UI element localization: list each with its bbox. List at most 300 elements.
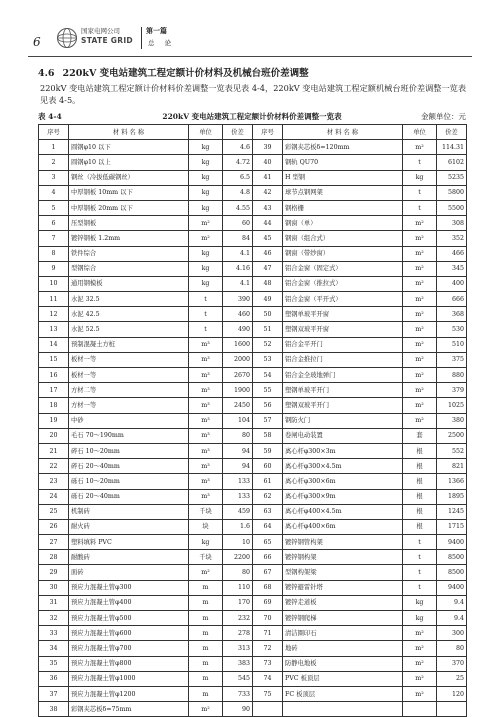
seq-cell: 40 xyxy=(253,155,283,170)
material-name-cell: 镀锌钢板 1.2mm xyxy=(69,231,189,246)
column-header: 单位 xyxy=(189,125,223,140)
material-name-cell: 预制混凝土方桩 xyxy=(69,337,189,352)
seq-cell: 71 xyxy=(253,626,283,641)
seq-cell: 17 xyxy=(39,383,69,398)
price-diff-cell: 110 xyxy=(223,580,253,595)
seq-cell: 27 xyxy=(39,535,69,550)
seq-cell: 25 xyxy=(39,504,69,519)
seq-cell: 34 xyxy=(39,641,69,656)
seq-cell: 44 xyxy=(253,216,283,231)
material-name-cell: 清洁圈印石 xyxy=(283,626,403,641)
price-diff-cell: 80 xyxy=(437,641,467,656)
unit-cell: 根 xyxy=(403,504,437,519)
organization-name xyxy=(81,27,133,46)
price-diff-cell: 9.4 xyxy=(437,611,467,626)
unit-cell: m² xyxy=(403,352,437,367)
org-name-en: STATE GRID xyxy=(81,36,133,45)
price-diff-cell: 133 xyxy=(223,489,253,504)
material-name-cell: FC 板顶层 xyxy=(283,686,403,701)
seq-cell: 42 xyxy=(253,185,283,200)
seq-cell: 13 xyxy=(39,322,69,337)
unit-cell: m² xyxy=(403,322,437,337)
price-diff-cell: 94 xyxy=(223,459,253,474)
seq-cell: 18 xyxy=(39,398,69,413)
material-name-cell: 塑钢单玻平开门 xyxy=(283,383,403,398)
unit-cell: t xyxy=(189,307,223,322)
unit-cell: m³ xyxy=(189,474,223,489)
seq-cell: 23 xyxy=(39,474,69,489)
table-row xyxy=(39,656,467,671)
seq-cell: 29 xyxy=(39,565,69,580)
price-diff-cell: 880 xyxy=(437,368,467,383)
seq-cell: 69 xyxy=(253,595,283,610)
seq-cell: 37 xyxy=(39,686,69,701)
material-name-cell: 离心杆φ400×4.5m xyxy=(283,504,403,519)
unit-cell: m³ xyxy=(189,383,223,398)
material-name-cell: 钢防火门 xyxy=(283,413,403,428)
price-diff-cell: 114.31 xyxy=(437,140,467,155)
price-diff-cell: 1245 xyxy=(437,504,467,519)
unit-cell: kg xyxy=(189,185,223,200)
price-diff-cell: 545 xyxy=(223,671,253,686)
table-row xyxy=(39,626,467,641)
unit-cell: kg xyxy=(189,155,223,170)
unit-cell: m² xyxy=(403,398,437,413)
unit-cell: m² xyxy=(189,565,223,580)
unit-cell: m xyxy=(189,641,223,656)
price-diff-cell: 530 xyxy=(437,322,467,337)
price-diff-cell: 466 xyxy=(437,246,467,261)
price-diff-cell: 4.6 xyxy=(223,140,253,155)
seq-cell: 3 xyxy=(39,170,69,185)
price-diff-cell: 1600 xyxy=(223,337,253,352)
table-row xyxy=(39,428,467,443)
material-name-cell: 碎石 10～20mm xyxy=(69,443,189,458)
price-diff-cell: 300 xyxy=(437,626,467,641)
seq-cell: 52 xyxy=(253,337,283,352)
unit-cell: kg xyxy=(189,246,223,261)
material-name-cell: 预应力混凝土管φ800 xyxy=(69,656,189,671)
section-number: 4.6 xyxy=(38,68,55,79)
unit-cell: t xyxy=(403,155,437,170)
seq-cell: 31 xyxy=(39,595,69,610)
price-diff-cell: 375 xyxy=(437,352,467,367)
unit-cell: m³ xyxy=(189,459,223,474)
material-name-cell: 铁件综合 xyxy=(69,246,189,261)
section-heading xyxy=(38,65,309,79)
price-diff-cell: 552 xyxy=(437,443,467,458)
table-row xyxy=(39,580,467,595)
unit-cell: m xyxy=(189,686,223,701)
seq-cell: 2 xyxy=(39,155,69,170)
unit-cell: 根 xyxy=(403,459,437,474)
header-divider xyxy=(141,27,142,49)
seq-cell: 4 xyxy=(39,185,69,200)
price-diff-cell: 459 xyxy=(223,504,253,519)
seq-cell: 36 xyxy=(39,671,69,686)
price-diff-cell: 9.4 xyxy=(437,595,467,610)
price-diff-cell: 2670 xyxy=(223,368,253,383)
seq-cell: 68 xyxy=(253,580,283,595)
material-name-cell: 水泥 42.5 xyxy=(69,307,189,322)
price-diff-cell: 1366 xyxy=(437,474,467,489)
seq-cell: 35 xyxy=(39,656,69,671)
table-row xyxy=(39,352,467,367)
seq-cell: 33 xyxy=(39,626,69,641)
unit-cell: m² xyxy=(189,702,223,717)
unit-cell: 根 xyxy=(403,519,437,534)
material-name-cell: H 型钢 xyxy=(283,170,403,185)
material-name-cell: 碎石 20～40mm xyxy=(69,459,189,474)
unit-cell: kg xyxy=(189,535,223,550)
table-row xyxy=(39,231,467,246)
price-diff-cell: 10 xyxy=(223,535,253,550)
unit-cell: t xyxy=(403,535,437,550)
table-row xyxy=(39,155,467,170)
unit-cell: t xyxy=(189,322,223,337)
seq-cell xyxy=(253,702,283,717)
price-diff-cell: 6.5 xyxy=(223,170,253,185)
material-name-cell: 地砖 xyxy=(283,641,403,656)
table-row xyxy=(39,474,467,489)
unit-cell: kg xyxy=(403,611,437,626)
table-unit-note: 金额单位：元 xyxy=(421,112,466,121)
seq-cell: 49 xyxy=(253,292,283,307)
material-name-cell: 砾石 20～40mm xyxy=(69,489,189,504)
seq-cell: 50 xyxy=(253,307,283,322)
price-diff-cell: 4.55 xyxy=(223,200,253,215)
material-name-cell: 铝合金全玻地弹门 xyxy=(283,368,403,383)
material-name-cell: 砾石 10～20mm xyxy=(69,474,189,489)
price-diff-cell: 370 xyxy=(437,656,467,671)
price-diff-cell: 120 xyxy=(437,686,467,701)
price-diff-cell: 1715 xyxy=(437,519,467,534)
material-name-cell: 防静电地板 xyxy=(283,656,403,671)
material-name-cell: 铝合金窗（固定式） xyxy=(283,261,403,276)
price-diff-cell: 352 xyxy=(437,231,467,246)
table-number: 表 4-4 xyxy=(38,112,62,121)
unit-cell: m³ xyxy=(189,352,223,367)
unit-cell: t xyxy=(403,200,437,215)
unit-cell: 套 xyxy=(403,428,437,443)
price-diff-cell: 4.16 xyxy=(223,261,253,276)
state-grid-logo-icon xyxy=(56,27,78,49)
material-name-cell: 镀锌钢爬梯 xyxy=(283,611,403,626)
price-diff-cell: 4.1 xyxy=(223,246,253,261)
unit-cell: m² xyxy=(403,276,437,291)
table-title: 220kV 变电站建筑工程定额计价材料价差调整一览表 xyxy=(162,112,342,121)
material-name-cell: 耐火砖 xyxy=(69,519,189,534)
unit-cell: 千块 xyxy=(189,504,223,519)
page-header xyxy=(28,23,472,57)
price-diff-cell: 170 xyxy=(223,595,253,610)
table-row xyxy=(39,261,467,276)
table-row xyxy=(39,368,467,383)
price-diff-cell: 60 xyxy=(223,216,253,231)
table-row xyxy=(39,185,467,200)
price-diff-cell: 1900 xyxy=(223,383,253,398)
table-row xyxy=(39,216,467,231)
price-diff-cell: 133 xyxy=(223,474,253,489)
seq-cell: 63 xyxy=(253,504,283,519)
material-name-cell: 水泥 32.5 xyxy=(69,292,189,307)
unit-cell: m² xyxy=(403,292,437,307)
price-diff-cell: 733 xyxy=(223,686,253,701)
material-name-cell: 方材二等 xyxy=(69,383,189,398)
material-name-cell: 中砂 xyxy=(69,413,189,428)
price-difference-table xyxy=(38,124,467,717)
table-row xyxy=(39,170,467,185)
material-name-cell: 镀锌钢构架 xyxy=(283,550,403,565)
table-row xyxy=(39,246,467,261)
material-name-cell: 卷闸电动装置 xyxy=(283,428,403,443)
column-header: 材 料 名 称 xyxy=(69,125,189,140)
seq-cell: 39 xyxy=(253,140,283,155)
price-diff-cell: 8500 xyxy=(437,550,467,565)
price-diff-cell: 9400 xyxy=(437,580,467,595)
seq-cell: 48 xyxy=(253,276,283,291)
material-name-cell: 毛石 70～190mm xyxy=(69,428,189,443)
unit-cell: 根 xyxy=(403,474,437,489)
material-name-cell: 塑钢双玻平开门 xyxy=(283,398,403,413)
page-number: 6 xyxy=(33,35,41,49)
seq-cell: 57 xyxy=(253,413,283,428)
material-name-cell: 耐酸砖 xyxy=(69,550,189,565)
seq-cell: 53 xyxy=(253,352,283,367)
price-diff-cell: 1025 xyxy=(437,398,467,413)
material-name-cell: 钢窗（单） xyxy=(283,216,403,231)
price-diff-cell: 80 xyxy=(223,428,253,443)
material-name-cell: 铝合金窗（平开式） xyxy=(283,292,403,307)
seq-cell: 60 xyxy=(253,459,283,474)
material-name-cell: 圆钢φ10 以上 xyxy=(69,155,189,170)
unit-cell: m³ xyxy=(189,428,223,443)
column-header: 价差 xyxy=(223,125,253,140)
material-name-cell: 钢轨 QU70 xyxy=(283,155,403,170)
unit-cell: m xyxy=(189,671,223,686)
material-name-cell: 钢窗（带纱窗） xyxy=(283,246,403,261)
seq-cell: 66 xyxy=(253,550,283,565)
seq-cell: 28 xyxy=(39,550,69,565)
price-diff-cell: 90 xyxy=(223,702,253,717)
material-name-cell: 通用钢模板 xyxy=(69,276,189,291)
material-name-cell: 彩钢夹芯板δ=75mm xyxy=(69,702,189,717)
column-header: 序号 xyxy=(39,125,69,140)
unit-cell: 块 xyxy=(189,519,223,534)
price-diff-cell: 345 xyxy=(437,261,467,276)
material-name-cell: 型钢构架梁 xyxy=(283,565,403,580)
unit-cell: 根 xyxy=(403,489,437,504)
table-row xyxy=(39,459,467,474)
price-diff-cell: 4.72 xyxy=(223,155,253,170)
seq-cell: 72 xyxy=(253,641,283,656)
material-name-cell: 塑钢单玻平开窗 xyxy=(283,307,403,322)
price-diff-cell: 821 xyxy=(437,459,467,474)
unit-cell: m² xyxy=(403,671,437,686)
unit-cell: t xyxy=(403,550,437,565)
material-name-cell: 预应力混凝土管φ700 xyxy=(69,641,189,656)
material-name-cell: 压型钢板 xyxy=(69,216,189,231)
table-row xyxy=(39,140,467,155)
column-header: 价差 xyxy=(437,125,467,140)
material-name-cell: 铝合金窗（推拉式） xyxy=(283,276,403,291)
unit-cell: 根 xyxy=(403,443,437,458)
price-diff-cell: 8500 xyxy=(437,565,467,580)
seq-cell: 67 xyxy=(253,565,283,580)
table-row xyxy=(39,443,467,458)
seq-cell: 46 xyxy=(253,246,283,261)
seq-cell: 54 xyxy=(253,368,283,383)
seq-cell: 59 xyxy=(253,443,283,458)
seq-cell: 14 xyxy=(39,337,69,352)
unit-cell: kg xyxy=(403,170,437,185)
table-row xyxy=(39,307,467,322)
price-diff-cell: 379 xyxy=(437,383,467,398)
unit-cell: 千块 xyxy=(189,550,223,565)
seq-cell: 64 xyxy=(253,519,283,534)
seq-cell: 73 xyxy=(253,656,283,671)
material-name-cell: 预应力混凝土管φ1000 xyxy=(69,671,189,686)
price-diff-cell: 510 xyxy=(437,337,467,352)
seq-cell: 1 xyxy=(39,140,69,155)
price-diff-cell: 390 xyxy=(223,292,253,307)
material-name-cell: 板材一等 xyxy=(69,352,189,367)
seq-cell: 47 xyxy=(253,261,283,276)
seq-cell: 8 xyxy=(39,246,69,261)
material-name-cell: 中厚钢板 10mm 以下 xyxy=(69,185,189,200)
price-diff-cell: 2450 xyxy=(223,398,253,413)
unit-cell: kg xyxy=(189,140,223,155)
material-name-cell: 面砖 xyxy=(69,565,189,580)
seq-cell: 16 xyxy=(39,368,69,383)
unit-cell: m² xyxy=(403,686,437,701)
material-name-cell: 预应力混凝土管φ600 xyxy=(69,626,189,641)
price-diff-cell: 308 xyxy=(437,216,467,231)
price-diff-cell: 104 xyxy=(223,413,253,428)
material-name-cell: 机制砖 xyxy=(69,504,189,519)
seq-cell: 45 xyxy=(253,231,283,246)
seq-cell: 12 xyxy=(39,307,69,322)
material-name-cell: PVC 板顶层 xyxy=(283,671,403,686)
unit-cell: m² xyxy=(403,383,437,398)
unit-cell: m² xyxy=(189,231,223,246)
table-row xyxy=(39,489,467,504)
seq-cell: 30 xyxy=(39,580,69,595)
table-row xyxy=(39,550,467,565)
material-name-cell: 离心杆φ300×6m xyxy=(283,474,403,489)
table-row xyxy=(39,611,467,626)
material-name-cell: 圆钢φ10 以下 xyxy=(69,140,189,155)
table-row xyxy=(39,671,467,686)
seq-cell: 26 xyxy=(39,519,69,534)
price-diff-cell: 383 xyxy=(223,656,253,671)
seq-cell: 62 xyxy=(253,489,283,504)
price-diff-cell: 5500 xyxy=(437,200,467,215)
seq-cell: 32 xyxy=(39,611,69,626)
seq-cell: 15 xyxy=(39,352,69,367)
material-name-cell: 方材一等 xyxy=(69,398,189,413)
material-name-cell: 预应力混凝土管φ1200 xyxy=(69,686,189,701)
unit-cell: m² xyxy=(403,216,437,231)
unit-cell: kg xyxy=(189,276,223,291)
price-diff-cell: 400 xyxy=(437,276,467,291)
seq-cell: 55 xyxy=(253,383,283,398)
seq-cell: 51 xyxy=(253,322,283,337)
section-label: 总 论 xyxy=(148,39,176,47)
material-name-cell: 球节点钢网架 xyxy=(283,185,403,200)
price-diff-cell: 5235 xyxy=(437,170,467,185)
unit-cell: t xyxy=(403,185,437,200)
table-row xyxy=(39,504,467,519)
table-row xyxy=(39,292,467,307)
table-row xyxy=(39,322,467,337)
table-row xyxy=(39,535,467,550)
material-name-cell: 离心杆φ400×6m xyxy=(283,519,403,534)
seq-cell: 24 xyxy=(39,489,69,504)
price-diff-cell: 4.1 xyxy=(223,276,253,291)
table-row xyxy=(39,565,467,580)
seq-cell: 74 xyxy=(253,671,283,686)
seq-cell: 58 xyxy=(253,428,283,443)
table-row xyxy=(39,641,467,656)
price-diff-cell: 313 xyxy=(223,641,253,656)
table-row xyxy=(39,413,467,428)
table-caption xyxy=(38,111,466,121)
unit-cell: m xyxy=(189,611,223,626)
price-diff-cell: 80 xyxy=(223,565,253,580)
table-row xyxy=(39,398,467,413)
material-name-cell: 铝合金推拉门 xyxy=(283,352,403,367)
material-name-cell: 水泥 52.5 xyxy=(69,322,189,337)
unit-cell: kg xyxy=(189,261,223,276)
unit-cell: t xyxy=(189,292,223,307)
seq-cell: 9 xyxy=(39,261,69,276)
price-diff-cell: 278 xyxy=(223,626,253,641)
price-diff-cell: 380 xyxy=(437,413,467,428)
seq-cell: 56 xyxy=(253,398,283,413)
table-row xyxy=(39,519,467,534)
unit-cell: m³ xyxy=(189,413,223,428)
unit-cell: m² xyxy=(403,246,437,261)
price-diff-cell: 94 xyxy=(223,443,253,458)
material-name-cell: 离心杆φ300×9m xyxy=(283,489,403,504)
price-diff-cell: 1.6 xyxy=(223,519,253,534)
unit-cell: t xyxy=(403,565,437,580)
seq-cell: 65 xyxy=(253,535,283,550)
unit-cell: m xyxy=(189,595,223,610)
unit-cell: m xyxy=(189,580,223,595)
price-diff-cell: 232 xyxy=(223,611,253,626)
price-diff-cell: 84 xyxy=(223,231,253,246)
seq-cell: 11 xyxy=(39,292,69,307)
material-name-cell: 钢丝（冷拔低碳钢丝） xyxy=(69,170,189,185)
seq-cell: 75 xyxy=(253,686,283,701)
seq-cell: 6 xyxy=(39,216,69,231)
seq-cell: 10 xyxy=(39,276,69,291)
unit-cell: m³ xyxy=(189,489,223,504)
material-name-cell: 预应力混凝土管φ300 xyxy=(69,580,189,595)
unit-cell xyxy=(403,702,437,717)
material-name-cell: 预应力混凝土管φ400 xyxy=(69,595,189,610)
unit-cell: m xyxy=(189,656,223,671)
unit-cell: m² xyxy=(403,140,437,155)
price-diff-cell: 2500 xyxy=(437,428,467,443)
price-diff-cell: 4.8 xyxy=(223,185,253,200)
unit-cell: m² xyxy=(403,413,437,428)
unit-cell: m² xyxy=(403,261,437,276)
table-header-row xyxy=(39,125,467,140)
material-name-cell: 镀锌避雷针塔 xyxy=(283,580,403,595)
